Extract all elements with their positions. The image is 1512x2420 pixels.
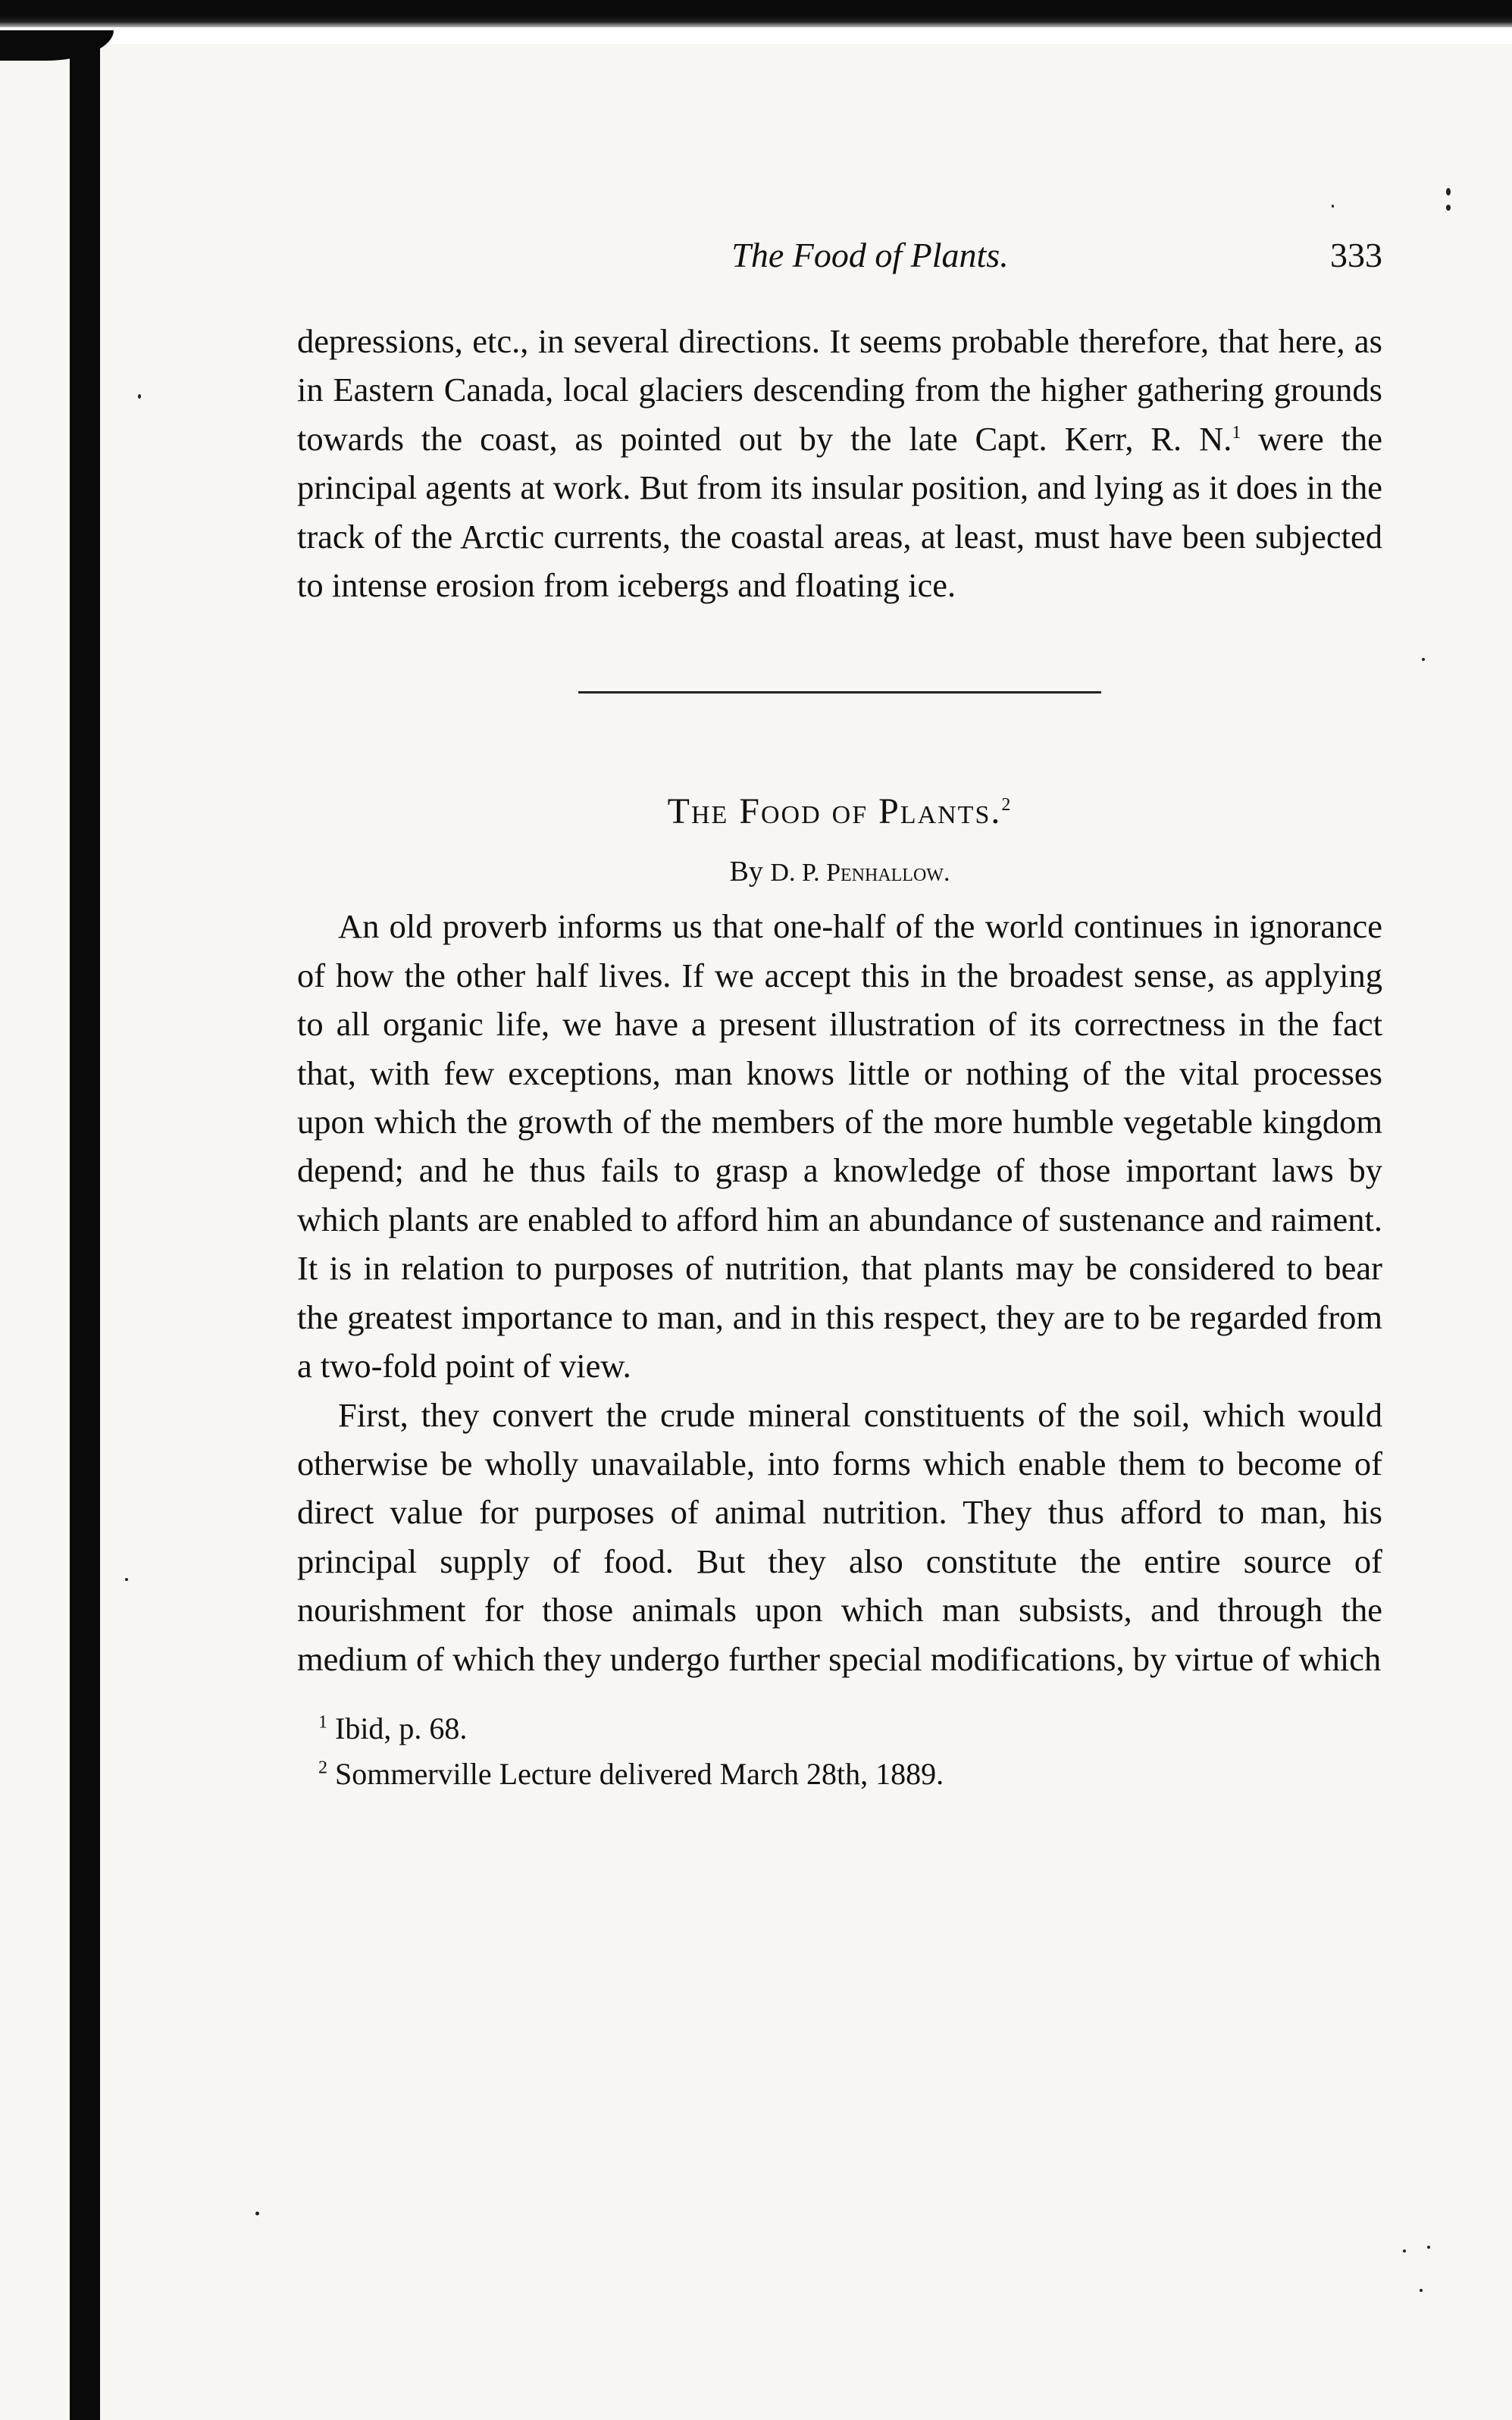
footnotes [297, 1706, 1382, 1797]
article-title [297, 790, 1382, 832]
footnote-ref-1: 1 [1232, 422, 1241, 443]
scan-speck [138, 394, 141, 399]
footnote-mark: 1 [318, 1712, 327, 1733]
running-title: The Food of Plants. [731, 236, 1009, 274]
running-head [297, 235, 1382, 288]
opening-text: depressions, etc., in several directions. It seems probable therefore, that here, as in Eastern Canada, local glaciers descending from the higher gathering grounds towards the coast, as pointed out by the late Capt. Kerr, R. N. [297, 322, 1382, 458]
scan-speck [1403, 2249, 1406, 2253]
opening-text-continued: were the principal agents at work. But from its insular position, and lying as it does in the track of the Arctic currents, the coastal areas, at least, must have been subjected to intense erosion from icebergs and floating ice. [297, 419, 1382, 605]
body-paragraph: An old proverb informs us that one-half of the world continues in ignorance of how the other half lives. If we accept this in the broadest sense, as applying to all organic life, we have a present illustration of its correctness in the fact that, with few exceptions, man knows little or nothing of the vital processes upon which the growth of the members of the more humble vegetable kingdom depend; and he thus fails to grasp a knowledge of those important laws by which plants are enabled to afford him an abundance of sustenance and raiment. It is in relation to purposes of nutrition, that plants may be considered to bear the greatest importance to man, and in this respect, they are to be regarded from a two-fold point of view. [297, 907, 1382, 1385]
footnote-ref-2: 2 [1001, 795, 1013, 816]
body-paragraph: First, they convert the crude mineral constituents of the soil, which would otherwise be wholly unavailable, into forms which enable them to become of direct value for purposes of animal nutrition. They thus afford to man, his principal supply of food. But they also constitute the entire source of nourishment for those animals upon which man subsists, and through the medium of which they undergo further special modifications, by virtue of which [297, 1395, 1382, 1678]
page-number: 333 [1330, 236, 1382, 274]
opening-paragraph [297, 317, 1382, 609]
page-content [297, 235, 1382, 1797]
article-title-text: The Food of Plants. [667, 791, 1002, 832]
scan-top-border [0, 0, 1512, 27]
scan-speck [1332, 205, 1334, 208]
scan-speck [1446, 205, 1451, 211]
scan-speck [1427, 2246, 1430, 2249]
scan-speck [1420, 2289, 1423, 2292]
scan-speck [1422, 658, 1425, 661]
footnote [318, 1752, 1382, 1797]
byline-prefix: By [729, 856, 771, 888]
footnote-text: Sommerville Lecture delivered March 28th, 1889. [327, 1756, 944, 1791]
footnote-text: Ibid, p. 68. [327, 1711, 468, 1745]
footnote [318, 1706, 1382, 1752]
footnote-mark: 2 [318, 1758, 327, 1778]
byline [297, 855, 1382, 888]
scan-speck [255, 2212, 259, 2215]
scan-left-border [70, 30, 100, 2420]
author-name: D. P. Penhallow. [770, 859, 950, 888]
section-divider [578, 691, 1101, 693]
scan-speck [125, 1578, 128, 1581]
scan-speck [1446, 188, 1451, 196]
